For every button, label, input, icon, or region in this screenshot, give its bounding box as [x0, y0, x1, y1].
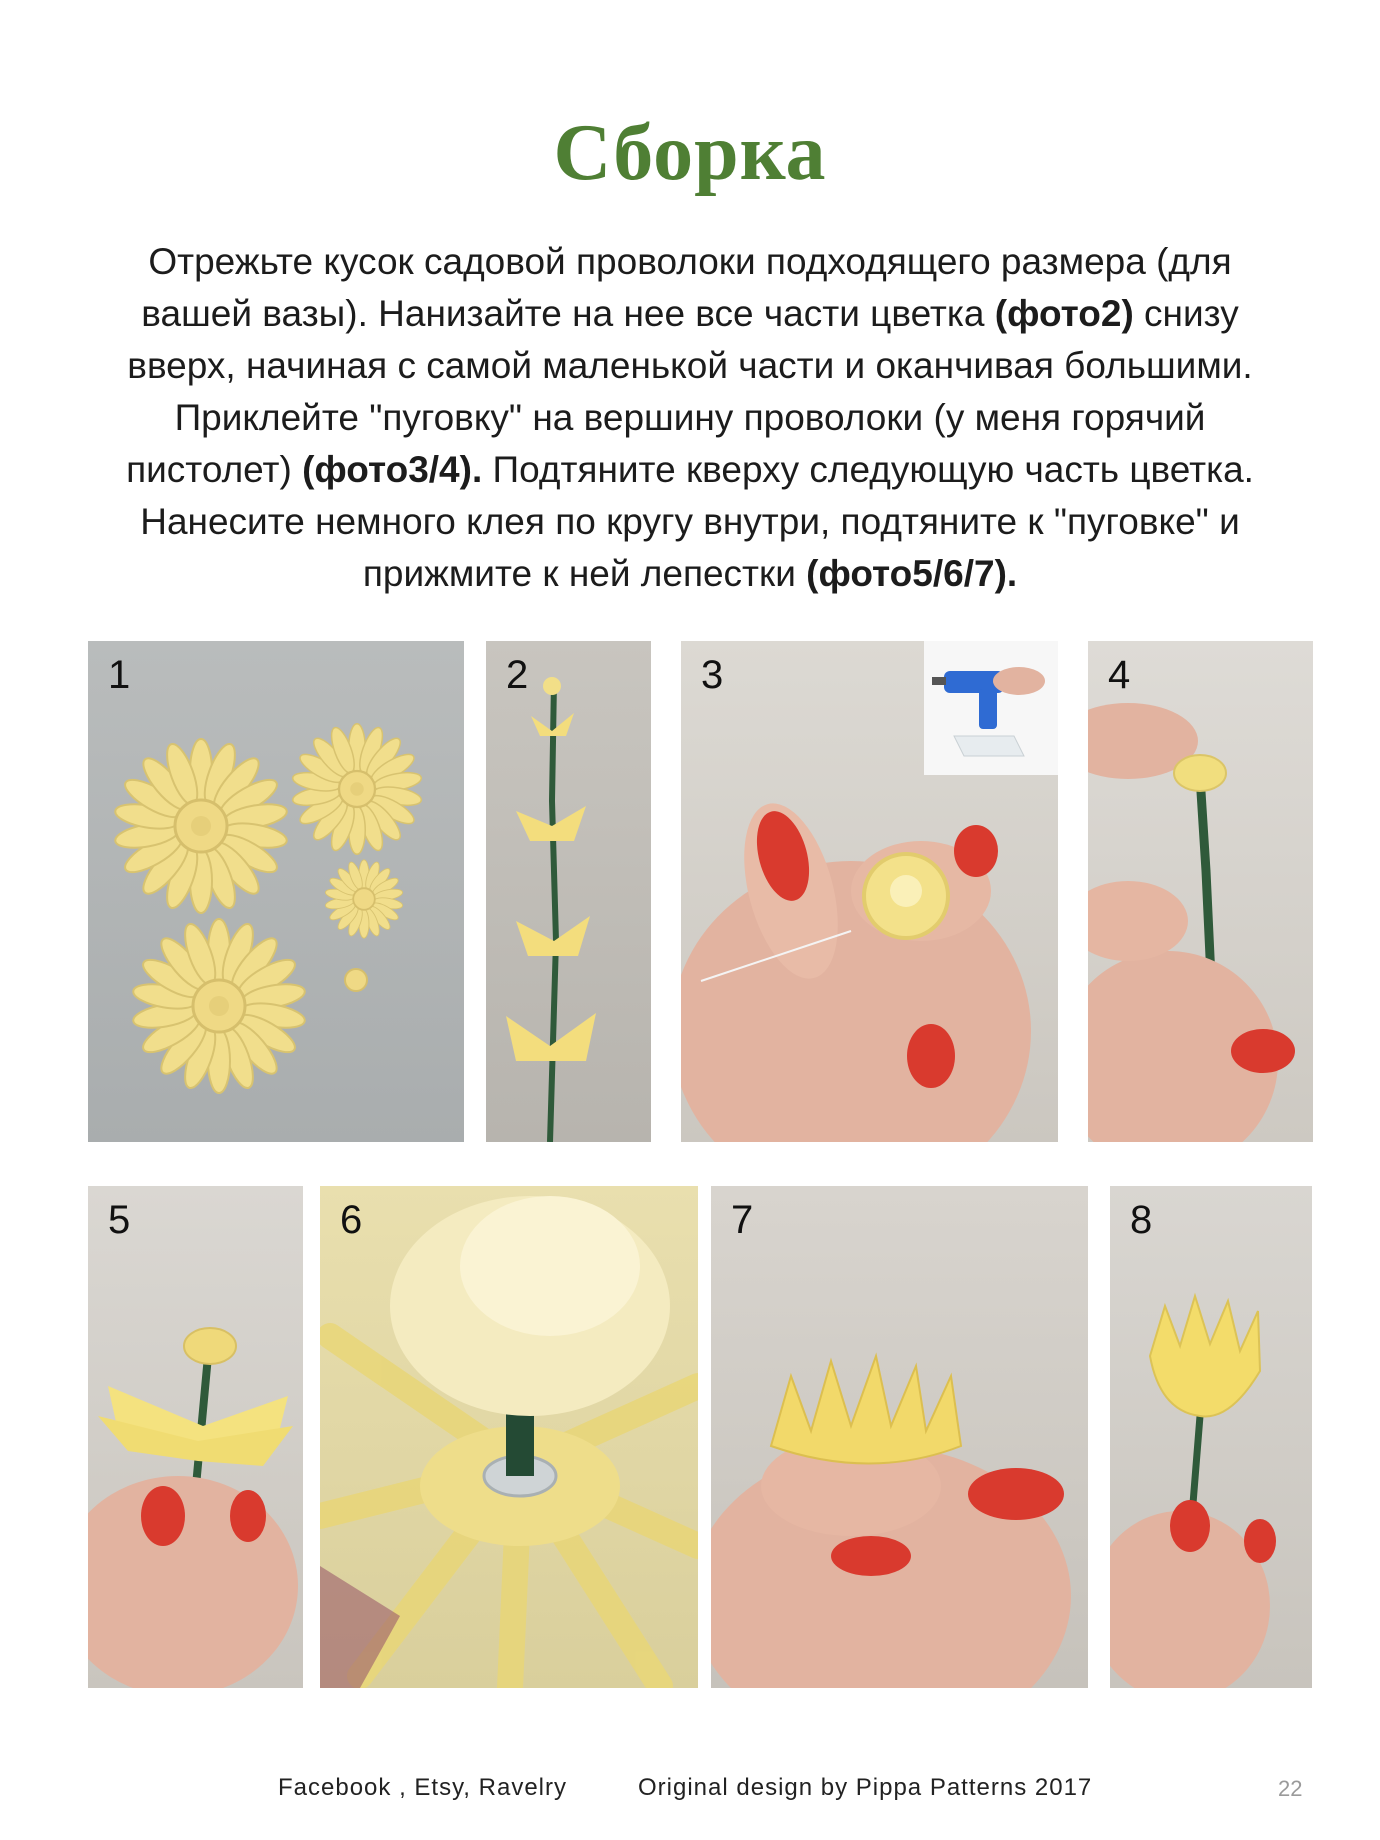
photo-number: 8	[1130, 1198, 1153, 1242]
photo-number: 6	[340, 1198, 363, 1242]
footer-credit: Original design by Pippa Patterns 2017	[638, 1774, 1093, 1801]
photo-number: 7	[731, 1198, 754, 1242]
photo-6	[320, 1186, 698, 1688]
glue-ring-closeup-illustration	[320, 1186, 698, 1688]
intro-paragraph	[110, 236, 1270, 600]
photo-7	[711, 1186, 1088, 1688]
button-piece	[345, 969, 367, 991]
small-flower	[325, 860, 404, 938]
large-flower-2	[131, 919, 306, 1093]
photo-number: 4	[1108, 653, 1131, 697]
petals-pressed-illustration	[711, 1186, 1088, 1688]
photo-8	[1110, 1186, 1312, 1688]
medium-flower	[291, 724, 422, 855]
flower-parts-illustration	[88, 641, 464, 1142]
photo-number: 5	[108, 1198, 131, 1242]
footer-links: Facebook , Etsy, Ravelry	[278, 1774, 567, 1801]
large-flower	[113, 739, 288, 913]
photo-number: 3	[701, 653, 724, 697]
photo-4	[1088, 641, 1313, 1142]
button-on-wire-illustration	[1088, 641, 1313, 1142]
intro-part-1: Отрежьте кусок садовой проволоки подходящего размера (для вашей вазы). Нанизайте на нее все части цветка	[141, 241, 1232, 334]
intro-ref-photo2: (фото2)	[994, 293, 1134, 334]
photo-number: 2	[506, 653, 529, 697]
photo-5	[88, 1186, 303, 1688]
finished-flower-illustration	[1110, 1186, 1312, 1688]
photo-3	[681, 641, 1058, 1142]
glue-gun-icon	[924, 641, 1058, 775]
page-number: 22	[1278, 1776, 1303, 1801]
intro-ref-photo3-4: (фото3/4).	[302, 449, 483, 490]
intro-ref-photo5-7: (фото5/6/7).	[806, 553, 1018, 594]
intro-part-3: Подтяните кверху следующую часть цветка. Нанесите немного клея по кругу внутри, подтяните к "пуговке" и прижмите к ней лепестки	[140, 449, 1254, 594]
petals-lifted-illustration	[88, 1186, 303, 1688]
intro-part-2: снизу вверх, начиная с самой маленькой части и оканчивая большими. Приклейте "пуговку" на вершину проволоки (у меня горячий пистолет)	[126, 293, 1253, 490]
photo-number: 1	[108, 653, 131, 697]
parts-on-wire-illustration	[486, 641, 651, 1142]
glue-gun-inset	[924, 641, 1058, 775]
photo-1	[88, 641, 464, 1142]
photo-2	[486, 641, 651, 1142]
page-title: Сборка	[553, 109, 827, 197]
